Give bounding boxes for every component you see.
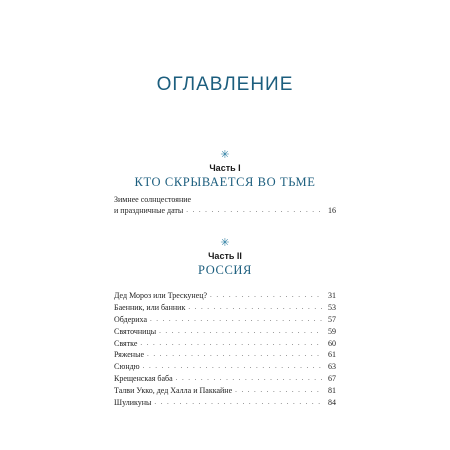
- dot-leader: [210, 290, 323, 302]
- dot-leader: [186, 205, 323, 216]
- part-1-label: Часть I: [209, 163, 241, 173]
- toc-entry[interactable]: [114, 385, 336, 397]
- toc-entry[interactable]: [114, 397, 336, 409]
- toc-entry[interactable]: [114, 326, 336, 338]
- part-1-header: [0, 150, 450, 190]
- toc-entry-page: 53: [328, 302, 336, 312]
- toc-entry-page: 84: [328, 398, 336, 407]
- toc-entry[interactable]: [114, 361, 336, 373]
- toc-entry-title: Крещенская баба: [114, 374, 173, 384]
- dot-leader: [150, 314, 323, 326]
- dot-leader: [235, 385, 323, 397]
- snowflake-ornament-icon: ✳: [220, 236, 230, 249]
- toc-entry-title-line1: Зимнее солнцестояние: [114, 195, 192, 204]
- toc-entry-page: 31: [328, 290, 336, 300]
- dot-leader: [176, 373, 323, 385]
- toc-entry-page: 63: [328, 362, 336, 372]
- snowflake-ornament-icon: ✳: [220, 148, 230, 161]
- part-1-entries: [114, 194, 336, 216]
- toc-entry[interactable]: [114, 314, 336, 326]
- dot-leader: [154, 397, 323, 409]
- toc-entry[interactable]: [114, 349, 336, 361]
- dot-leader: [143, 361, 323, 373]
- toc-entry[interactable]: [114, 373, 336, 385]
- toc-entry-title: Ряженые: [114, 350, 145, 360]
- toc-entry-page: 57: [328, 314, 336, 324]
- toc-entry-page: 60: [328, 338, 336, 348]
- toc-entry[interactable]: [114, 290, 336, 302]
- part-2-title: РОССИЯ: [198, 263, 252, 277]
- dot-leader: [140, 338, 323, 350]
- toc-entry-page: 61: [328, 350, 336, 360]
- toc-entry-title: Сюндю: [114, 362, 140, 372]
- toc-entry[interactable]: [114, 194, 336, 216]
- toc-entry-page: 16: [328, 206, 336, 215]
- part-2-label: Часть II: [208, 251, 242, 261]
- toc-entry-title: Обдериха: [114, 314, 147, 324]
- toc-entry-page: 59: [328, 326, 336, 336]
- toc-entry[interactable]: [114, 302, 336, 314]
- toc-entry-title: Шуликуны: [114, 398, 152, 407]
- page-title: ОГЛАВЛЕНИЕ: [156, 74, 294, 95]
- toc-entry-page: 67: [328, 374, 336, 384]
- toc-entry-title: Баенник, или банник: [114, 302, 186, 312]
- toc-entry-title: Святочницы: [114, 326, 157, 336]
- toc-entry[interactable]: [114, 338, 336, 350]
- toc-entry-title: Талви Укко, дед Халла и Паккайне: [114, 386, 233, 396]
- toc-entry-title: Святке: [114, 338, 138, 348]
- dot-leader: [147, 349, 323, 361]
- dot-leader: [188, 302, 323, 314]
- part-1-title: КТО СКРЫВАЕТСЯ ВО ТЬМЕ: [134, 175, 316, 189]
- part-2-entries: [114, 290, 336, 409]
- part-2-header: [0, 238, 450, 278]
- dot-leader: [159, 326, 323, 338]
- toc-entry-title-line2: и праздничные даты: [114, 206, 184, 215]
- toc-entry-page: 81: [328, 386, 336, 396]
- toc-entry-title: Дед Мороз или Трескунец?: [114, 290, 208, 300]
